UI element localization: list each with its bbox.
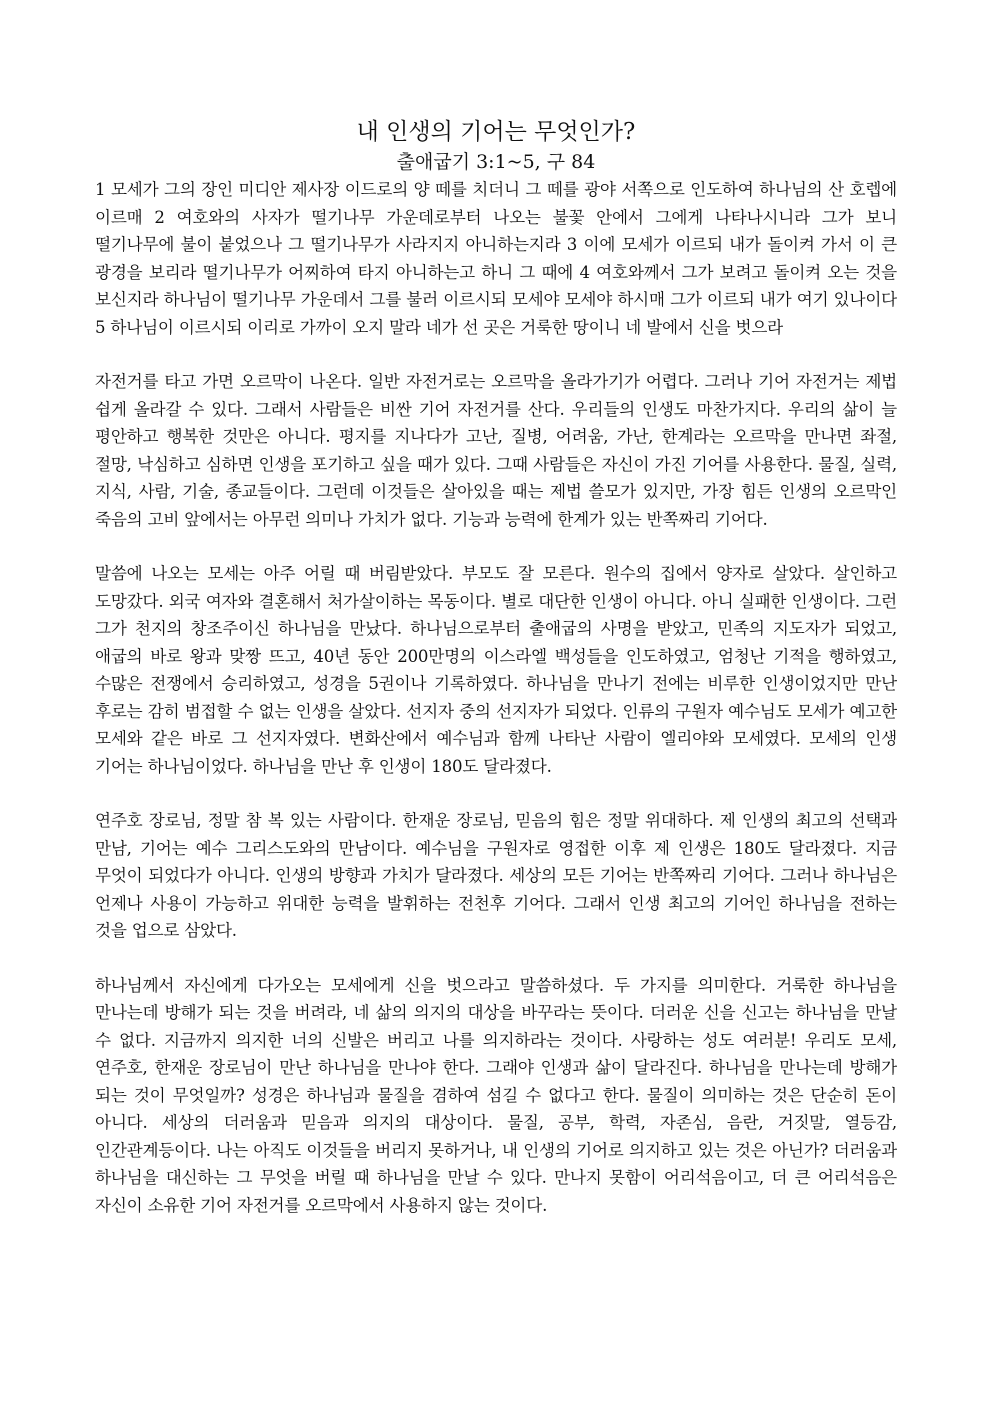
scripture-reference: 출애굽기 3:1~5, 구 84 [396,151,596,173]
scripture-text: 1 모세가 그의 장인 미디안 제사장 이드로의 양 떼를 치더니 그 떼를 광야 서쪽으로 인도하여 하나님의 산 호렙에 이르매 2 여호와의 사자가 떨기나무 가운데로부터 나오는 불꽃 안에서 그에게 나타나시니라 그가 보니 떨기나무에 불이 붙었으나 그 떨기나무가 사라지지 아니하는지라 3 이에 모세가 이르되 내가 돌이켜 가서 이 큰 광경을 보리라 떨기나무가 어찌하여 타지 아니하는고 하니 그 때에 4 여호와께서 그가 보려고 돌이켜 오는 것을 보신지라 하나님이 떨기나무 가운데서 그를 불러 이르시되 모세야 모세야 하시매 그가 이르되 내가 여기 있나이다 5 하나님이 이르시되 이리로 가까이 오지 말라 네가 선 곳은 거룩한 땅이니 네 발에서 신을 벗으라 [95,180,897,337]
sermon-title: 내 인생의 기어는 무엇인가? [356,119,636,145]
body-paragraph-2: 말씀에 나오는 모세는 아주 어릴 때 버림받았다. 부모도 잘 모른다. 원수의 집에서 양자로 살았다. 살인하고 도망갔다. 외국 여자와 결혼해서 처가살이하는 목동이다. 별로 대단한 인생이 아니다. 아니 실패한 인생이다. 그런 그가 천지의 창조주이신 하나님을 만났다. 하나님으로부터 출애굽의 사명을 받았고, 민족의 지도자가 되었고, 애굽의 바로 왕과 맞짱 뜨고, 40년 동안 200만명의 이스라엘 백성들을 인도하였고, 엄청난 기적을 행하였고, 수많은 전쟁에서 승리하였고, 성경을 5권이나 기록하였다. 하나님을 만나기 전에는 비루한 인생이었지만 만난 후로는 감히 범접할 수 없는 인생을 살았다. 선지자 중의 선지자가 되었다. 인류의 구원자 예수님도 모세가 예고한 모세와 같은 바로 그 선지자였다. 변화산에서 예수님과 함께 나타난 사람이 엘리야와 모세였다. 모세의 인생 기어는 하나님이었다. 하나님을 만난 후 인생이 180도 달라졌다. [95,564,897,776]
body-paragraph-1: 자전거를 타고 가면 오르막이 나온다. 일반 자전거로는 오르막을 올라가기가 어렵다. 그러나 기어 자전거는 제법 쉽게 올라갈 수 있다. 그래서 사람들은 비싼 기어 자전거를 산다. 우리들의 인생도 마찬가지다. 우리의 삶이 늘 평안하고 행복한 것만은 아니다. 평지를 지나다가 고난, 질병, 어려움, 가난, 한계라는 오르막을 만나면 좌절, 절망, 낙심하고 심하면 인생을 포기하고 싶을 때가 있다. 그때 사람들은 자신이 가진 기어를 사용한다. 물질, 실력, 지식, 사람, 기술, 종교들이다. 그런데 이것들은 살아있을 때는 제법 쓸모가 있지만, 가장 힘든 인생의 오르막인 죽음의 고비 앞에서는 아무런 의미나 가치가 없다. 기능과 능력에 한계가 있는 반쪽짜리 기어다. [95,372,897,529]
body-paragraph-4: 하나님께서 자신에게 다가오는 모세에게 신을 벗으라고 말씀하셨다. 두 가지를 의미한다. 거룩한 하나님을 만나는데 방해가 되는 것을 버려라, 네 삶의 의지의 대상을 바꾸라는 뜻이다. 더러운 신을 신고는 하나님을 만날 수 없다. 지금까지 의지한 너의 신발은 버리고 나를 의지하라는 것이다. 사랑하는 성도 여러분! 우리도 모세, 연주호, 한재운 장로님이 만난 하나님을 만나야 한다. 그래야 인생과 삶이 달라진다. 하나님을 만나는데 방해가 되는 것이 무엇일까? 성경은 하나님과 물질을 겸하여 섬길 수 없다고 한다. 물질이 의미하는 것은 단순히 돈이 아니다. 세상의 더러움과 믿음과 의지의 대상이다. 물질, 공부, 학력, 자존심, 음란, 거짓말, 열등감, 인간관계등이다. 나는 아직도 이것들을 버리지 못하거나, 내 인생의 기어로 의지하고 있는 것은 아닌가? 더러움과 하나님을 대신하는 그 무엇을 버릴 때 하나님을 만날 수 있다. 만나지 못함이 어리석음이고, 더 큰 어리석음은 자신이 소유한 기어 자전거를 오르막에서 사용하지 않는 것이다. [95,975,897,1215]
body-paragraph-3: 연주호 장로님, 정말 참 복 있는 사람이다. 한재운 장로님, 믿음의 힘은 정말 위대하다. 제 인생의 최고의 선택과 만남, 기어는 예수 그리스도와의 만남이다. 예수님을 구원자로 영접한 이후 제 인생은 180도 달라졌다. 지금 무엇이 되었다가 아니다. 인생의 방향과 가치가 달라졌다. 세상의 모든 기어는 반쪽짜리 기어다. 그러나 하나님은 언제나 사용이 가능하고 위대한 능력을 발휘하는 전천후 기어다. 그래서 인생 최고의 기어인 하나님을 전하는 것을 업으로 삼았다. [95,811,897,940]
